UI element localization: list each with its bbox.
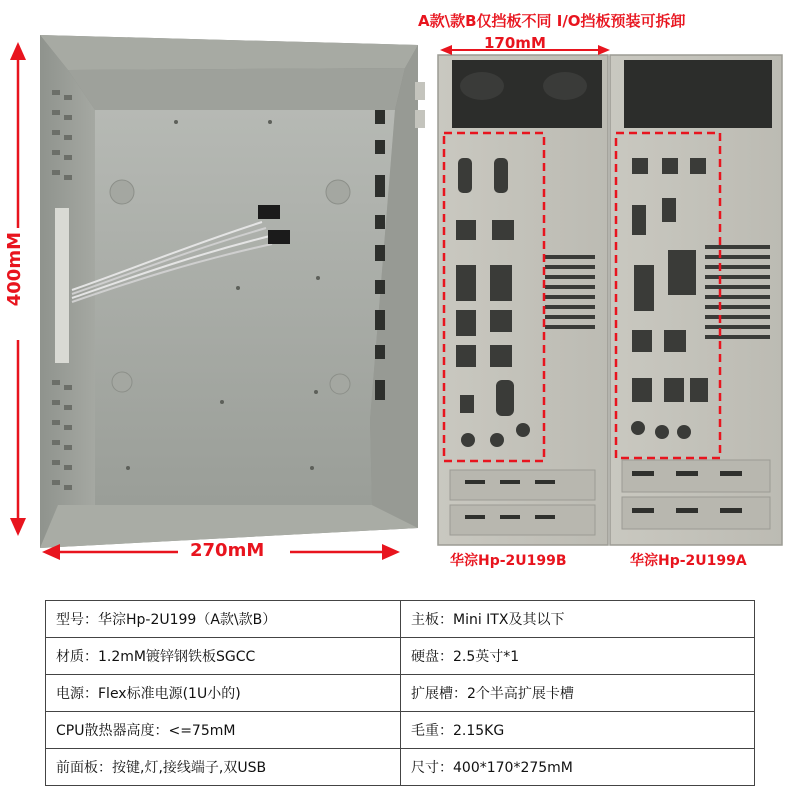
spec-cell: 扩展槽：2个半高扩展卡槽 xyxy=(401,675,755,712)
spec-cell: 材质：1.2mM镀锌钢铁板SGCC xyxy=(46,638,401,675)
spec-cell: 主板：Mini ITX及其以下 xyxy=(401,601,755,638)
rear-panel-a xyxy=(610,55,782,545)
rear-io-cutouts xyxy=(375,110,385,400)
connector-plug xyxy=(258,205,280,219)
length-dimension-label: 270mM xyxy=(190,540,265,561)
rear-panel-b xyxy=(438,55,608,545)
table-row xyxy=(46,638,755,675)
model-label-a: 华淙Hp-2U199A xyxy=(630,553,747,569)
spec-cell: CPU散热器高度：<=75mM xyxy=(46,712,401,749)
connector-plug xyxy=(268,230,290,244)
spec-cell: 电源：Flex标准电源(1U小的) xyxy=(46,675,401,712)
spec-cell: 毛重：2.15KG xyxy=(401,712,755,749)
spec-cell: 尺寸：400*170*275mM xyxy=(401,749,755,786)
spec-cell: 型号：华淙Hp-2U199（A款\款B） xyxy=(46,601,401,638)
spec-table xyxy=(45,600,755,786)
table-row xyxy=(46,675,755,712)
depth-dimension-label: 400mM xyxy=(4,232,25,307)
width-dimension-label: 170mM xyxy=(484,34,546,52)
table-row xyxy=(46,601,755,638)
table-row xyxy=(46,712,755,749)
spec-cell: 硬盘：2.5英寸*1 xyxy=(401,638,755,675)
chassis-open-box xyxy=(40,35,425,548)
model-label-b: 华淙Hp-2U199B xyxy=(450,553,567,569)
table-row xyxy=(46,749,755,786)
spec-cell: 前面板：按键,灯,接线端子,双USB xyxy=(46,749,401,786)
top-note: A款\款B仅挡板不同 I/O挡板预装可拆卸 xyxy=(418,12,686,30)
